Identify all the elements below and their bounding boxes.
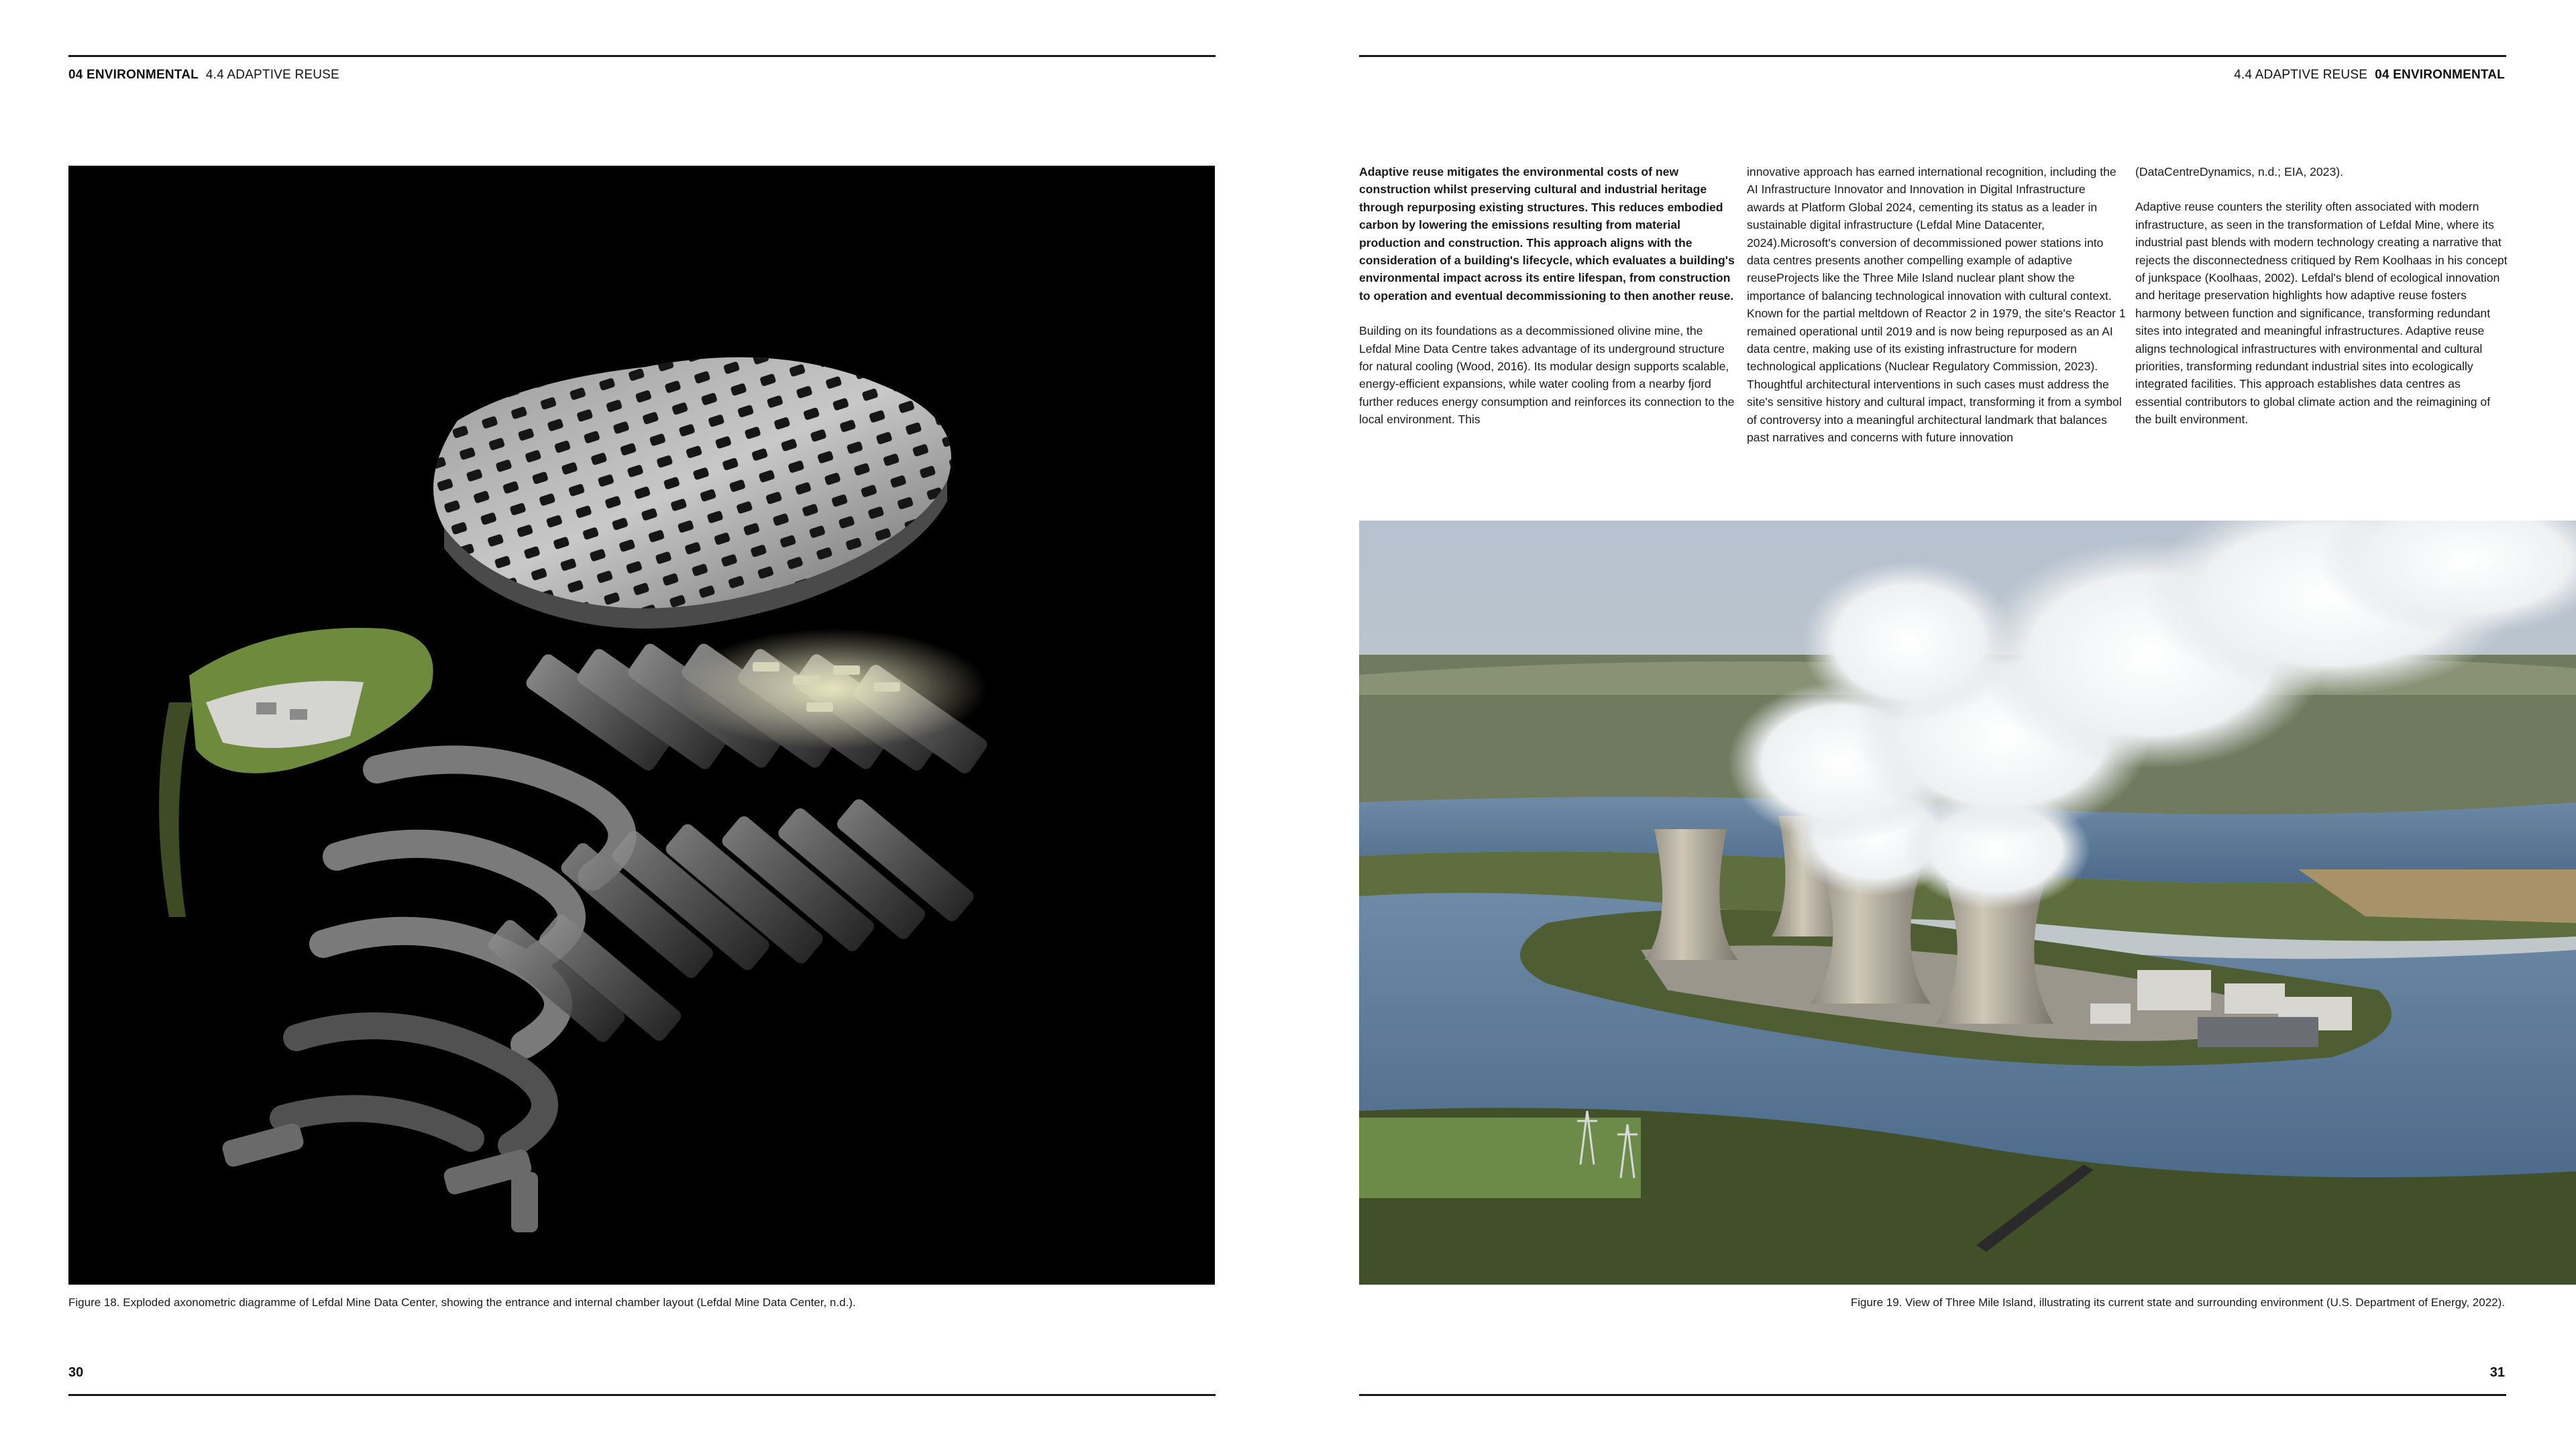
figure-19-three-mile-island-photo <box>1359 521 2576 1285</box>
page-number-right: 31 <box>2489 1365 2505 1380</box>
mine-axonometric-illustration <box>68 166 1215 1285</box>
body-paragraph: (DataCentreDynamics, n.d.; EIA, 2023). <box>2135 165 2343 178</box>
subsection-label: 4.4 ADAPTIVE REUSE <box>2234 68 2368 82</box>
bottom-rule-left <box>68 1394 1216 1396</box>
subsection-label: 4.4 ADAPTIVE REUSE <box>205 68 339 82</box>
text-column-2 <box>1747 163 2126 464</box>
top-rule-left <box>68 55 1216 57</box>
figure-18-caption: Figure 18. Exploded axonometric diagramme of Lefdal Mine Data Center, showing the entrance and internal chamber layout (Lefdal Mine Data Center, n.d.). <box>68 1296 856 1309</box>
running-header-left <box>68 68 339 83</box>
bottom-rule-right <box>1359 1394 2506 1396</box>
top-rule-right <box>1359 55 2506 57</box>
section-label: 04 ENVIRONMENTAL <box>2375 68 2505 82</box>
body-paragraph: Adaptive reuse counters the sterility often associated with modern infrastructure, as seen in the transformation of Lefdal Mine, where its industrial past blends with modern technology creating a narrative that rejects the disconnectedness critiqued by Rem Koolhaas in his concept of junkspace (Koolhaas, 2002). Lefdal's blend of ecological innovation and heritage preservation highlights how adaptive reuse fosters harmony between function and significance, transforming redundant sites into integrated and meaningful infrastructures. Adaptive reuse aligns technological infrastructures with environmental and cultural priorities, transforming redundant industrial sites into ecologically integrated facilities. This approach establishes data centres as essential contributors to global climate action and the reimagining of the built environment. <box>2135 200 2508 427</box>
lead-paragraph: Adaptive reuse mitigates the environmental costs of new construction whilst preserving cultural and industrial heritage through repurposing existing structures. This reduces embodied carbon by lowering the emissions resulting from material production and construction. This approach aligns with the consideration of a building's lifecycle, which evaluates a building's environmental impact across its entire lifespan, from construction to operation and eventual decommissioning to then another reuse. <box>1359 165 1735 303</box>
figure-18-axonometric <box>68 166 1215 1285</box>
text-column-1 <box>1359 163 1735 446</box>
page-number-left: 30 <box>68 1365 84 1380</box>
body-paragraph: Building on its foundations as a decommissioned olivine mine, the Lefdal Mine Data Centre takes advantage of its underground structure for natural cooling (Wood, 2016). Its modular design supports scalable, energy-efficient expansions, while water cooling from a nearby fjord further reduces energy consumption and reinforces its connection to the local environment. This <box>1359 324 1735 427</box>
section-label: 04 ENVIRONMENTAL <box>68 68 199 82</box>
body-paragraph: innovative approach has earned international recognition, including the AI Infrastructure Innovator and Innovation in Digital Infrastructure awards at Platform Global 2024, cementing its status as a leader in sustainable digital infrastructure (Lefdal Mine Datacenter, 2024).Microsoft's conversion of decommissioned power stations into data centres presents another compelling example of adaptive reuseProjects like the Three Mile Island nuclear plant show the importance of balancing technological innovation with cultural context. Known for the partial meltdown of Reactor 2 in 1979, the site's Reactor 1 remained operational until 2019 and is now being repurposed as an AI data centre, making use of its existing infrastructure for modern technological applications (Nuclear Regulatory Commission, 2023). Thoughtful architectural interventions in such cases must address the site's sensitive history and cultural impact, transforming it from a symbol of controversy into a meaningful architectural landmark that balances past narratives and concerns with future innovation <box>1747 165 2126 445</box>
figure-19-caption: Figure 19. View of Three Mile Island, illustrating its current state and surrounding environment (U.S. Department of Energy, 2022). <box>1850 1296 2505 1309</box>
running-header-right <box>2234 68 2505 83</box>
power-plant-photo <box>1359 521 2576 1285</box>
text-column-3 <box>2135 163 2508 446</box>
